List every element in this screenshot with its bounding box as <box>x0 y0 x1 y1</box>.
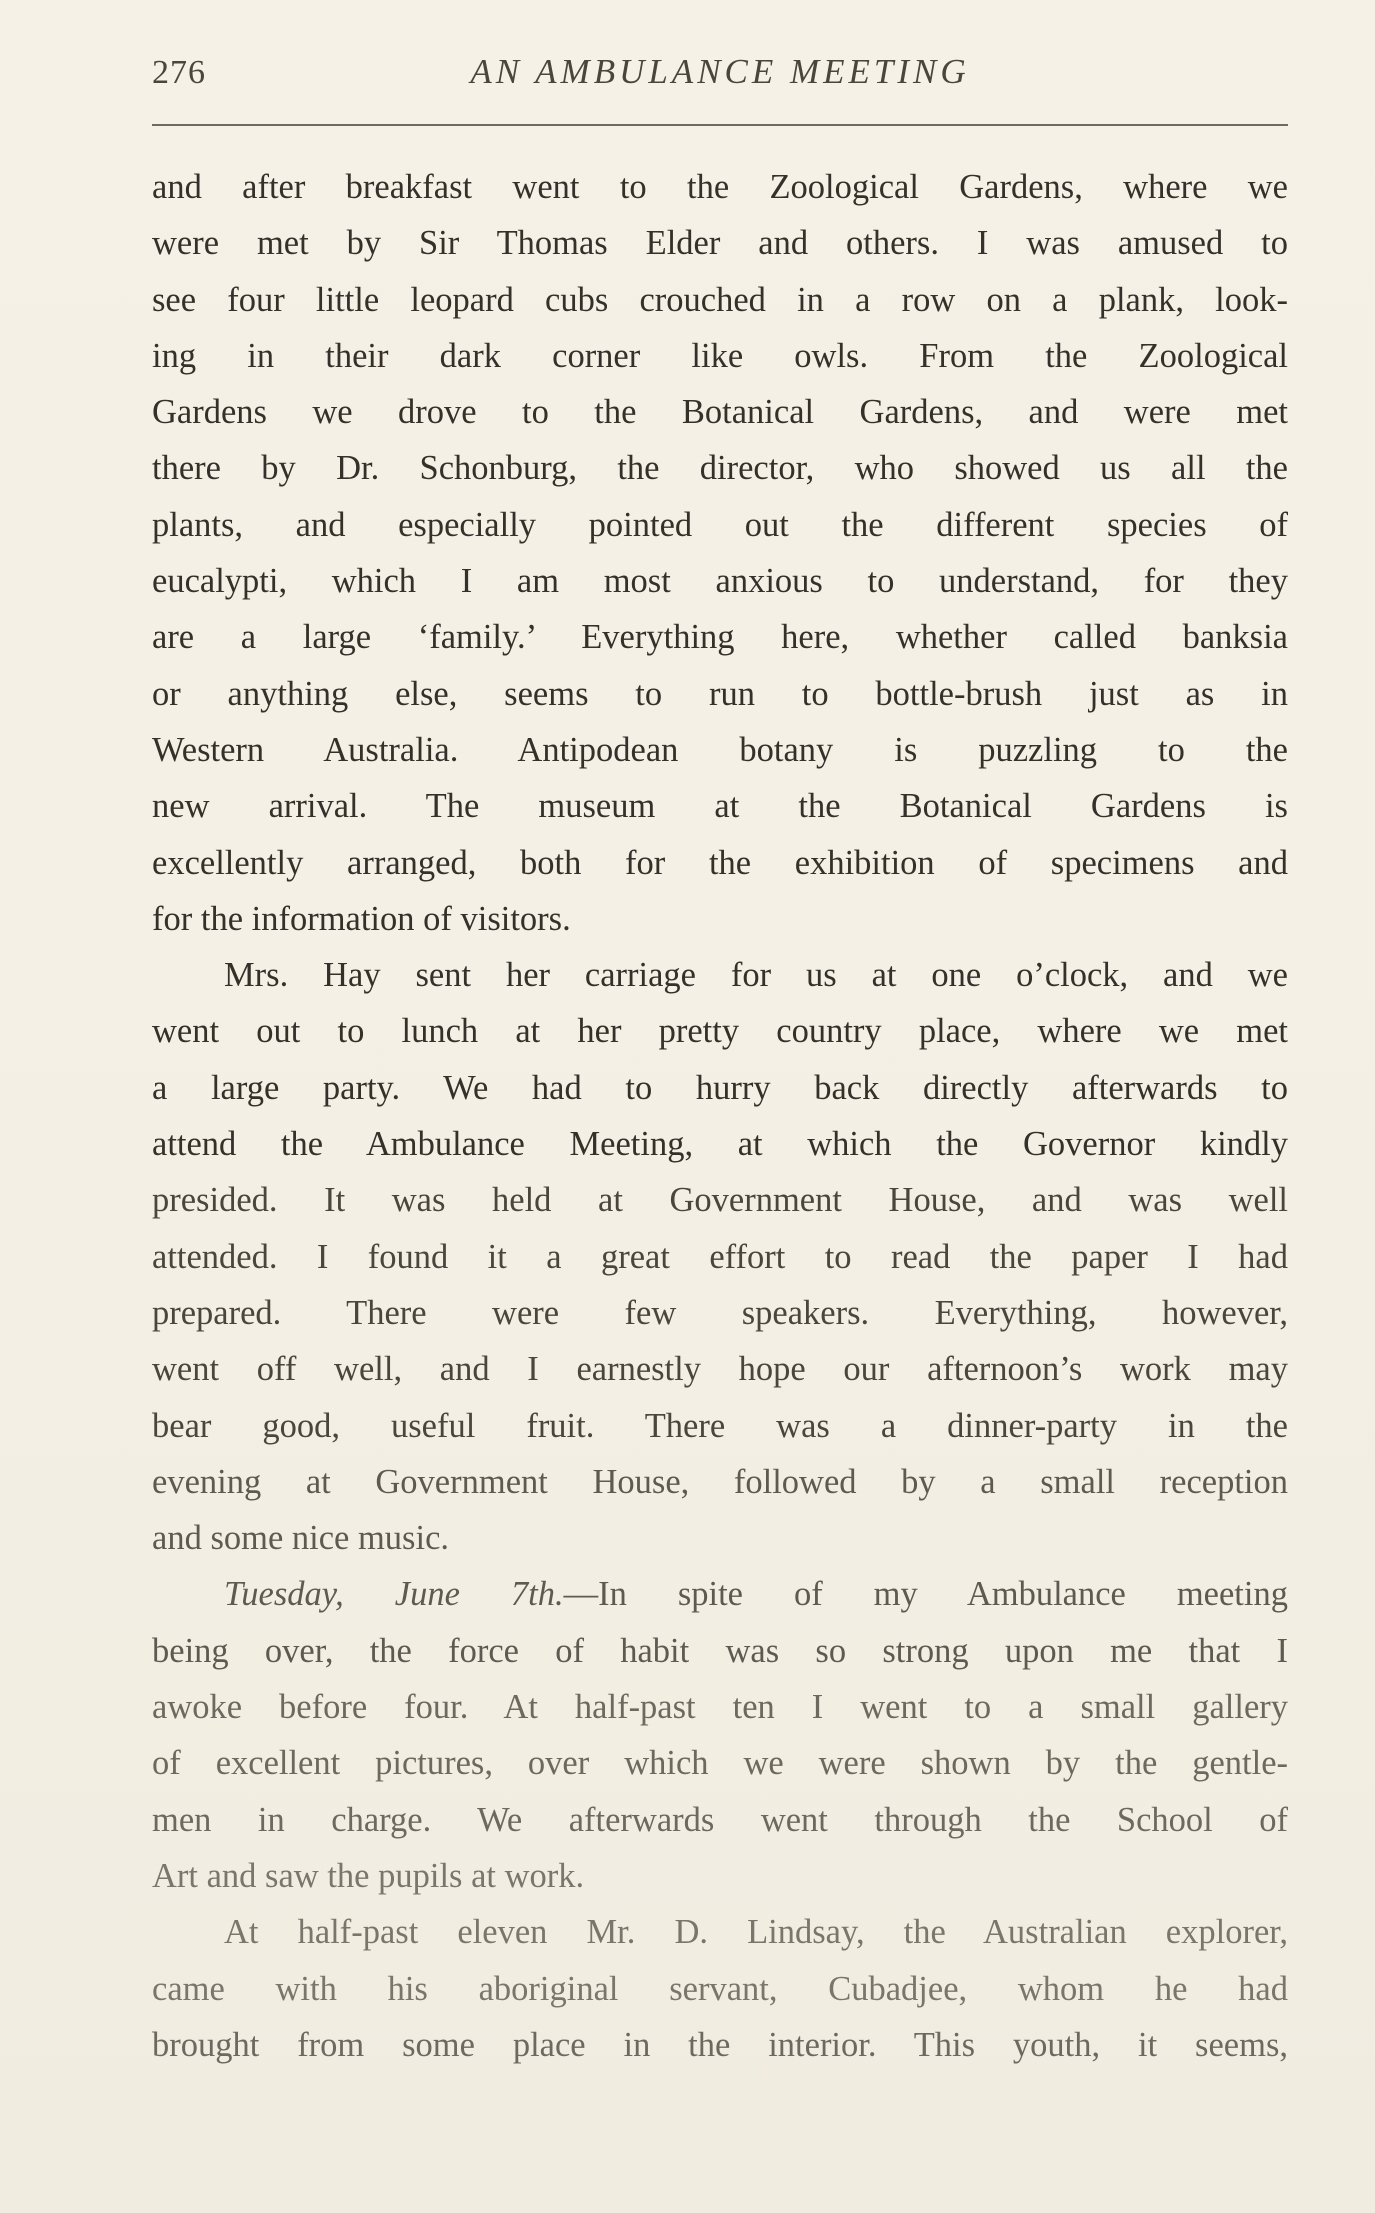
text-line: went out to lunch at her pretty country place, where we met <box>152 1012 1288 1051</box>
text-line: men in charge. We afterwards went through the School of <box>152 1800 1288 1839</box>
text-line: came with his aboriginal servant, Cubadjee, whom he had <box>152 1969 1288 2008</box>
text-line: plants, and especially pointed out the different species of <box>152 505 1288 544</box>
text-line: At half-past eleven Mr. D. Lindsay, the Australian explorer, <box>224 1913 1288 1952</box>
text-line: are a large ‘family.’ Everything here, whether called banksia <box>152 618 1288 657</box>
date-heading: Tuesday, June 7th. <box>224 1575 564 1614</box>
text-line: attend the Ambulance Meeting, at which the Governor kindly <box>152 1125 1288 1164</box>
text-line: were met by Sir Thomas Elder and others. I was amused to <box>152 224 1288 263</box>
text-line: Mrs. Hay sent her carriage for us at one o’clock, and we <box>224 956 1288 995</box>
text-line: there by Dr. Schonburg, the director, who showed us all the <box>152 449 1288 488</box>
body-text <box>152 159 1288 2073</box>
text-line: excellently arranged, both for the exhibition of specimens and <box>152 843 1288 882</box>
text-line: awoke before four. At half-past ten I went to a small gallery <box>152 1688 1288 1727</box>
text-line: of excellent pictures, over which we were shown by the gentle- <box>152 1744 1288 1783</box>
running-title: AN AMBULANCE MEETING <box>470 52 970 91</box>
text-line: ing in their dark corner like owls. From the Zoological <box>152 336 1288 375</box>
text-line: attended. I found it a great effort to read the paper I had <box>152 1237 1288 1276</box>
text-line: and some nice music. <box>152 1519 450 1558</box>
date-line <box>152 1566 1288 1622</box>
text-line: Art and saw the pupils at work. <box>152 1856 585 1895</box>
text-line: presided. It was held at Government House, and was well <box>152 1181 1288 1220</box>
text-line: new arrival. The museum at the Botanical Gardens is <box>152 787 1288 826</box>
text-line: evening at Government House, followed by a small reception <box>152 1462 1288 1501</box>
page-number: 276 <box>152 54 206 91</box>
text-line: prepared. There were few speakers. Everything, however, <box>152 1293 1288 1332</box>
text-line: eucalypti, which I am most anxious to understand, for they <box>152 562 1288 601</box>
header-rule <box>152 124 1288 126</box>
text-line: —In spite of my Ambulance meeting <box>563 1575 1288 1614</box>
text-line: Gardens we drove to the Botanical Gardens, and were met <box>152 393 1288 432</box>
text-line: a large party. We had to hurry back directly afterwards to <box>152 1068 1288 1107</box>
text-line: see four little leopard cubs crouched in a row on a plank, look- <box>152 280 1288 319</box>
text-line: and after breakfast went to the Zoological Gardens, where we <box>152 168 1288 206</box>
text-line: Western Australia. Antipodean botany is puzzling to the <box>152 730 1288 769</box>
running-head <box>152 50 1288 100</box>
text-line: for the information of visitors. <box>152 899 571 938</box>
text-line: brought from some place in the interior. This youth, it seems, <box>152 2025 1288 2064</box>
text-line: bear good, useful fruit. There was a dinner-party in the <box>152 1406 1288 1445</box>
text-line: went off well, and I earnestly hope our afternoon’s work may <box>152 1350 1288 1389</box>
text-line: being over, the force of habit was so strong upon me that I <box>152 1631 1288 1670</box>
text-line: or anything else, seems to run to bottle-brush just as in <box>152 674 1288 713</box>
